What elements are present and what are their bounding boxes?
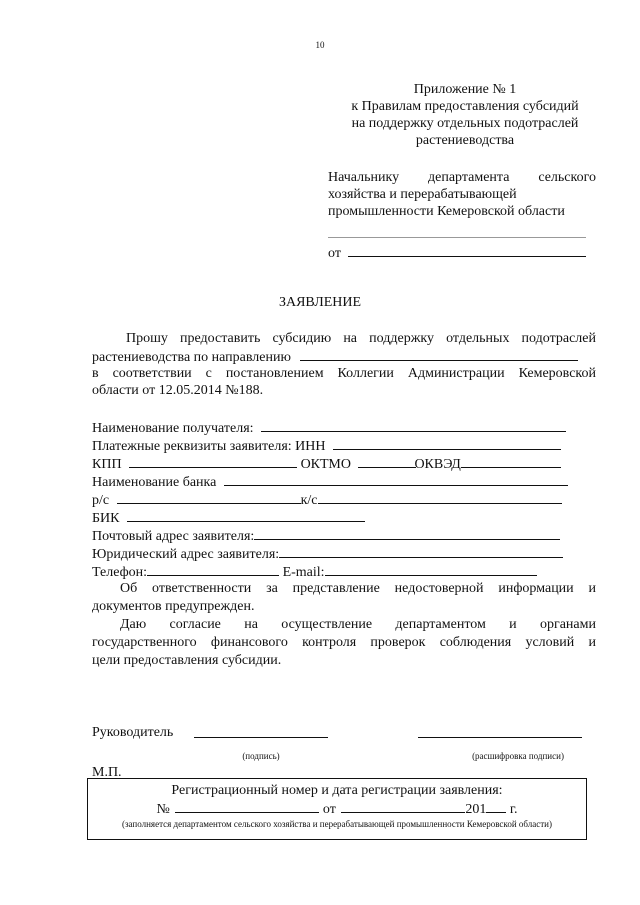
bank-name-row bbox=[92, 472, 596, 491]
appendix-line-1: Приложение № 1 bbox=[413, 82, 517, 97]
bank-name-label: Наименование банка bbox=[92, 475, 217, 490]
registration-box bbox=[87, 778, 587, 840]
intro-line-2: растениеводства по направлению bbox=[92, 347, 596, 366]
consent-line-1: Даю согласие на осуществление департаментом и органами bbox=[120, 617, 596, 632]
addressee-line-3: промышленности Кемеровской области bbox=[328, 204, 565, 219]
kpp-label: КПП bbox=[92, 457, 122, 472]
bik-label: БИК bbox=[92, 511, 120, 526]
inn-blank[interactable] bbox=[333, 436, 561, 450]
kpp-row bbox=[92, 454, 596, 473]
legal-address-blank[interactable] bbox=[279, 544, 563, 558]
registration-year-suffix: г. bbox=[509, 802, 518, 817]
rs-label: р/с bbox=[92, 493, 110, 508]
appendix-block bbox=[330, 81, 600, 149]
postal-address-label: Почтовый адрес заявителя: bbox=[92, 529, 255, 544]
registration-number-row bbox=[88, 799, 586, 818]
postal-address-row bbox=[92, 526, 596, 545]
document-title: ЗАЯВЛЕНИЕ bbox=[278, 295, 362, 310]
liability-line-2: документов предупрежден. bbox=[92, 599, 255, 614]
registration-year-blank[interactable] bbox=[486, 799, 506, 813]
oktmo-label: ОКТМО bbox=[300, 457, 351, 472]
direction-blank[interactable] bbox=[300, 347, 578, 361]
ks-blank[interactable] bbox=[318, 490, 562, 504]
registration-year-prefix: 201 bbox=[465, 802, 487, 817]
intro-line-4: области от 12.05.2014 №188. bbox=[92, 383, 264, 398]
from-blank[interactable] bbox=[348, 243, 586, 257]
signature-blank[interactable] bbox=[194, 737, 328, 738]
signature-caption: (подпись) bbox=[242, 751, 280, 761]
okved-blank[interactable] bbox=[461, 454, 561, 468]
legal-address-row bbox=[92, 544, 596, 563]
recipient-name-row bbox=[92, 418, 596, 437]
registration-title: Регистрационный номер и дата регистрации заявления: bbox=[171, 783, 503, 798]
addressee-word-1: Начальнику bbox=[328, 170, 400, 185]
appendix-line-3: на поддержку отдельных подотраслей bbox=[351, 116, 579, 131]
recipient-name-label: Наименование получателя: bbox=[92, 421, 254, 436]
page-number: 10 bbox=[315, 40, 325, 50]
ks-label: к/с bbox=[300, 493, 318, 508]
liability-line-1: Об ответственности за представление недостоверной информации и bbox=[120, 581, 596, 596]
bank-name-blank[interactable] bbox=[224, 472, 568, 486]
phone-blank[interactable] bbox=[147, 562, 279, 576]
intro-line-1: Прошу предоставить субсидию на поддержку отдельных подотраслей bbox=[126, 331, 596, 346]
addressee-line-2: хозяйства и перерабатывающей bbox=[328, 187, 517, 202]
payment-details-label: Платежные реквизиты заявителя: ИНН bbox=[92, 439, 326, 454]
postal-address-blank[interactable] bbox=[254, 526, 560, 540]
rs-blank[interactable] bbox=[117, 490, 301, 504]
registration-date-blank[interactable] bbox=[341, 799, 465, 813]
appendix-line-2: к Правилам предоставления субсидий bbox=[351, 99, 579, 114]
registration-note: (заполняется департаментом сельского хозяйства и перерабатывающей промышленности Кемеровской области) bbox=[122, 819, 552, 829]
addressee-block bbox=[328, 169, 596, 220]
registration-number-label: № bbox=[156, 802, 170, 817]
addressee-from-row bbox=[328, 243, 598, 262]
signature-decoding-blank[interactable] bbox=[418, 737, 582, 738]
registration-from-label: от bbox=[322, 802, 336, 817]
kpp-blank[interactable] bbox=[129, 454, 297, 468]
email-blank[interactable] bbox=[325, 562, 537, 576]
head-label: Руководитель bbox=[92, 725, 174, 740]
contacts-row bbox=[92, 562, 596, 581]
intro-line-3: в соответствии с постановлением Коллегии Администрации Кемеровской bbox=[92, 366, 596, 381]
registration-number-blank[interactable] bbox=[175, 799, 319, 813]
legal-address-label: Юридический адрес заявителя: bbox=[92, 547, 280, 562]
from-label: от bbox=[328, 246, 341, 261]
recipient-name-blank[interactable] bbox=[261, 418, 566, 432]
decoding-caption: (расшифровка подписи) bbox=[472, 751, 564, 761]
addressee-word-3: сельского bbox=[538, 170, 596, 185]
email-label: E-mail: bbox=[282, 565, 325, 580]
stamp-label: М.П. bbox=[92, 765, 122, 780]
addressee-blank-line bbox=[328, 237, 586, 238]
addressee-word-2: департамента bbox=[428, 170, 510, 185]
okved-label: ОКВЭД bbox=[414, 457, 461, 472]
consent-line-3: цели предоставления субсидии. bbox=[92, 653, 282, 668]
accounts-row bbox=[92, 490, 596, 509]
oktmo-blank[interactable] bbox=[358, 454, 416, 468]
bik-blank[interactable] bbox=[127, 508, 365, 522]
phone-label: Телефон: bbox=[92, 565, 148, 580]
payment-details-row bbox=[92, 436, 596, 455]
bik-row bbox=[92, 508, 596, 527]
appendix-line-4: растениеводства bbox=[415, 133, 515, 148]
consent-line-2: государственного финансового контроля проверок соблюдения условий и bbox=[92, 635, 596, 650]
